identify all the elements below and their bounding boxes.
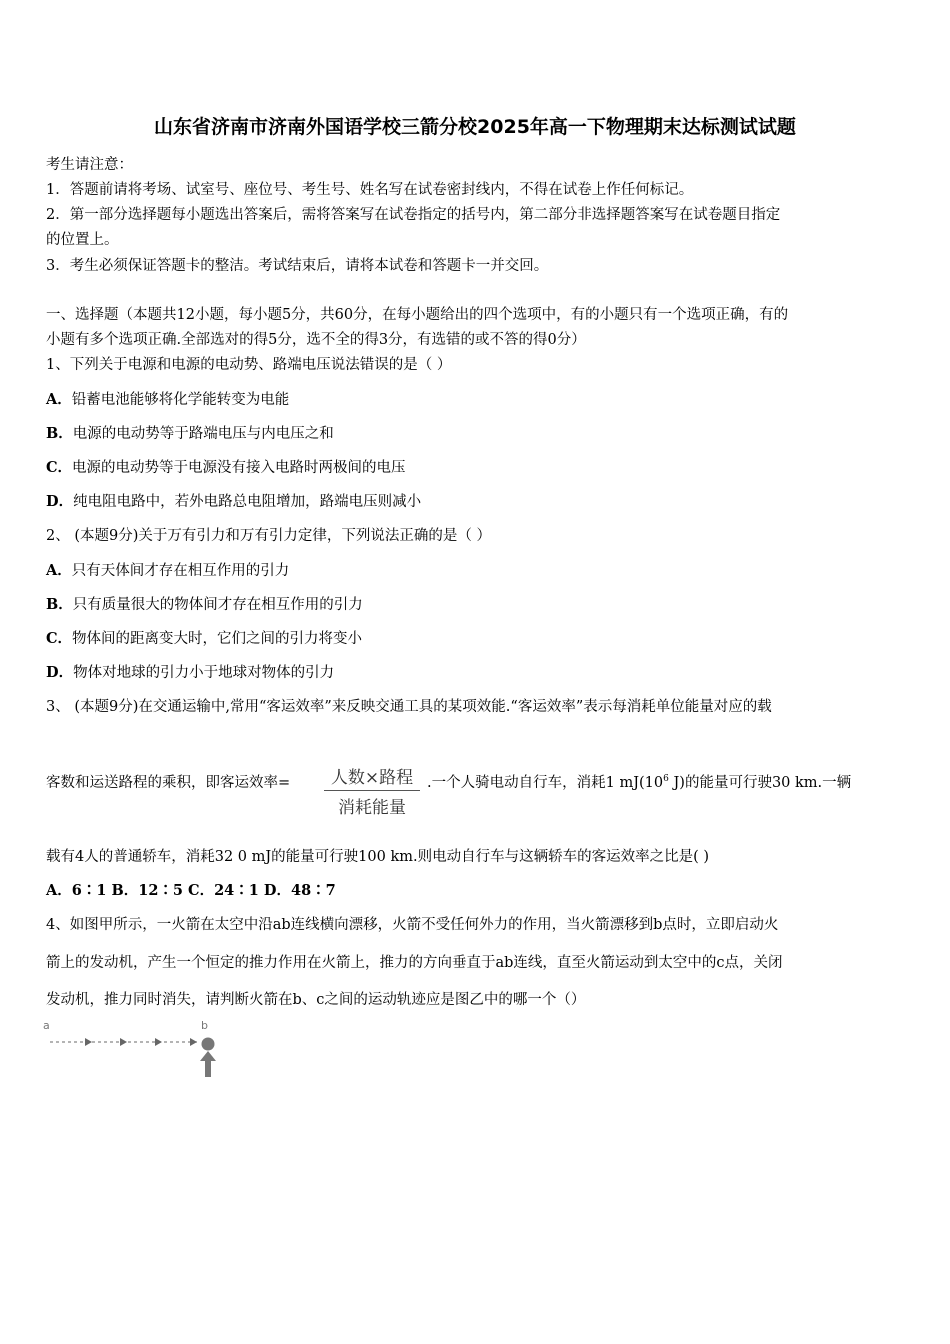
notice-item-2: 2．第一部分选择题每小题选出答案后，需将答案写在试卷指定的括号内，第二部分非选择题答案写在试卷题目指定 xyxy=(46,207,781,223)
q2-option-c xyxy=(46,627,362,648)
q3-formula-fraction xyxy=(324,763,420,818)
q3-line-3: 载有4人的普通轿车，消耗32 0 mJ的能量可行驶100 km.则电动自行车与这辆轿车的客运效率之比是( ) xyxy=(46,849,710,865)
q2-stem: 2、 (本题9分)关于万有引力和万有引力定律，下列说法正确的是（ ） xyxy=(46,528,491,544)
thrust-arrow-head xyxy=(200,1051,216,1061)
option-label: D． xyxy=(46,493,74,510)
q4-line-3: 发动机，推力同时消失，请判断火箭在b、c之间的运动轨迹应是图乙中的哪一个（） xyxy=(46,992,586,1008)
notice-item-2-cont: 的位置上。 xyxy=(46,232,119,248)
q1-option-d xyxy=(46,490,421,511)
q1-stem: 1、下列关于电源和电源的电动势、路端电压说法错误的是（ ） xyxy=(46,357,452,373)
option-label: C． xyxy=(46,630,73,647)
rocket-icon xyxy=(202,1038,215,1051)
option-label: C． xyxy=(46,459,73,476)
fraction-denominator: 消耗能量 xyxy=(338,798,406,818)
option-label: D． xyxy=(46,664,74,681)
q2-option-b xyxy=(46,593,363,614)
page-title: 山东省济南市济南外国语学校三箭分校2025年高一下物理期末达标测试试题 xyxy=(154,116,796,138)
section-instructions-2: 小题有多个选项正确.全部选对的得5分，选不全的得3分，有选错的或不答的得0分） xyxy=(46,332,586,348)
q2-option-d xyxy=(46,661,334,682)
point-b-label: b xyxy=(201,1019,208,1032)
option-label: A． xyxy=(46,562,72,579)
notice-item-1: 1．答题前请将考场、试室号、座位号、考生号、姓名写在试卷密封线内，不得在试卷上作任何标记。 xyxy=(46,182,694,198)
option-label: B． xyxy=(46,425,73,442)
q3-text-after-sup: J)的能量可行驶30 km.一辆 xyxy=(668,775,852,791)
fraction-bar xyxy=(324,790,420,791)
arrow-head-3 xyxy=(155,1038,162,1046)
option-label: B． xyxy=(46,596,73,613)
notice-heading: 考生请注意： xyxy=(46,157,133,173)
option-text: 物体间的距离变大时，它们之间的引力将变小 xyxy=(72,631,363,647)
q4-line-2: 箭上的发动机，产生一个恒定的推力作用在火箭上，推力的方向垂直于ab连线，直至火箭运动到太空中的c点，关闭 xyxy=(46,955,783,971)
q3-text-before-sup: .一个人骑电动自行车，消耗1 mJ(10 xyxy=(427,775,664,791)
thrust-arrow-shaft xyxy=(205,1059,211,1077)
q1-option-a xyxy=(46,388,289,409)
rocket-drift-figure xyxy=(40,1015,230,1085)
q3-superscript: 6 xyxy=(663,774,669,785)
section-instructions-1: 一、选择题（本题共12小题，每小题5分，共60分，在每小题给出的四个选项中，有的小题只有一个选项正确，有的 xyxy=(46,307,789,323)
arrow-head-1 xyxy=(85,1038,92,1046)
option-text: 只有天体间才存在相互作用的引力 xyxy=(71,563,290,579)
q3-line-2-start: 客数和运送路程的乘积，即客运效率= xyxy=(46,775,291,791)
option-text: 电源的电动势等于路端电压与内电压之和 xyxy=(72,426,334,442)
q3-line-2-end xyxy=(427,771,851,792)
point-a-label: a xyxy=(43,1019,50,1032)
option-label: A． xyxy=(46,391,72,408)
arrow-head-2 xyxy=(120,1038,127,1046)
q1-option-b xyxy=(46,422,334,443)
option-text: 只有质量很大的物体间才存在相互作用的引力 xyxy=(72,597,363,613)
option-text: 纯电阻电路中，若外电路总电阻增加，路端电压则减小 xyxy=(73,494,422,510)
fraction-numerator: 人数×路程 xyxy=(330,768,414,788)
arrow-head-4 xyxy=(190,1038,197,1046)
q4-line-1: 4、如图甲所示，一火箭在太空中沿ab连线横向漂移，火箭不受任何外力的作用，当火箭漂移到b点时，立即启动火 xyxy=(46,917,779,933)
option-text: 物体对地球的引力小于地球对物体的引力 xyxy=(73,665,335,681)
option-text: 电源的电动势等于电源没有接入电路时两极间的电压 xyxy=(72,460,406,476)
notice-item-3: 3．考生必须保证答题卡的整洁。考试结束后，请将本试卷和答题卡一并交回。 xyxy=(46,258,549,274)
q3-options: A．6∶1 B．12∶5 C．24∶1 D．48∶7 xyxy=(46,882,336,899)
q2-option-a xyxy=(46,559,289,580)
option-text: 铅蓄电池能够将化学能转变为电能 xyxy=(71,392,290,408)
q3-line-1: 3、 (本题9分)在交通运输中,常用“客运效率”来反映交通工具的某项效能.“客运效率”表示每消耗单位能量对应的载 xyxy=(46,699,772,715)
q1-option-c xyxy=(46,456,406,477)
